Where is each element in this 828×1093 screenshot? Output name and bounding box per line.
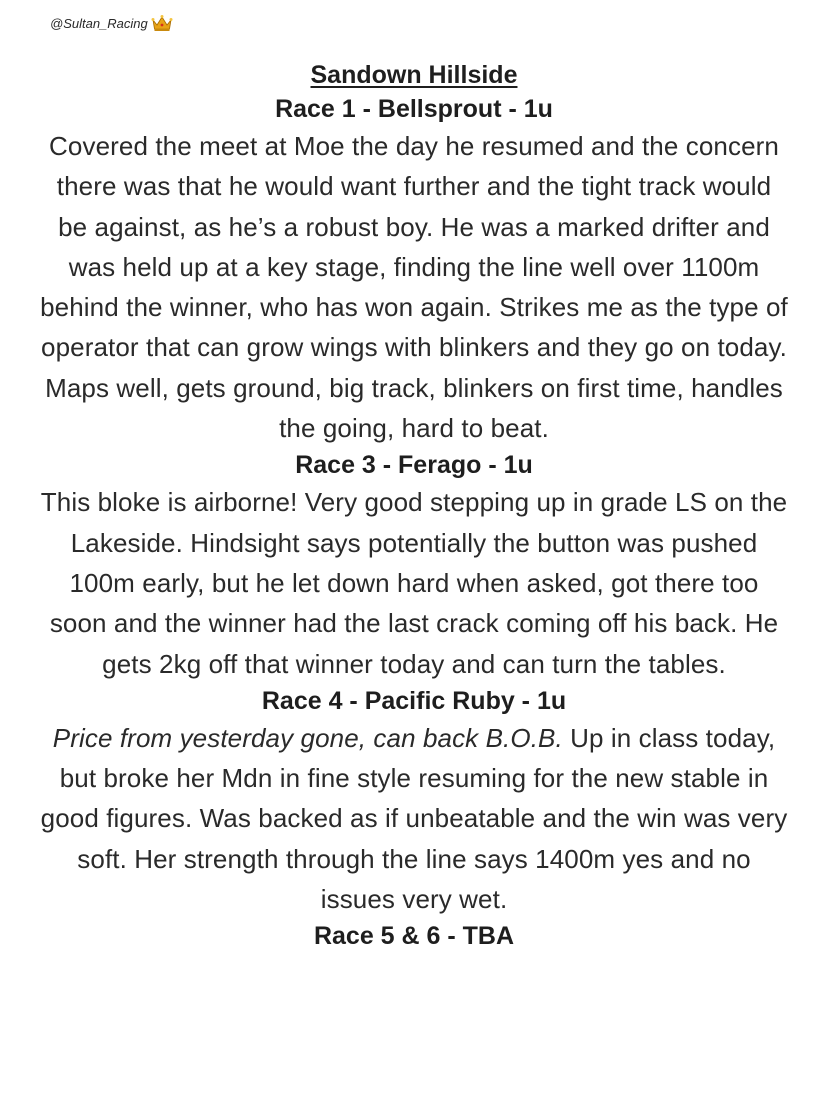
race-1-text bbox=[40, 126, 788, 448]
race-1-body: Covered the meet at Moe the day he resumed and the concern there was that he would want further and the tight track would be against, as he’s a robust boy. He was a marked drifter and was held up at a key stage, finding the line well over 1100m behind the winner, who has won again. Strikes me as the type of operator that can grow wings with blinkers and they go on today. Maps well, gets ground, big track, blinkers on first time, handles the going, hard to beat. bbox=[40, 131, 788, 444]
watermark-handle: @Sultan_Racing bbox=[50, 15, 148, 31]
race-5-6-heading: Race 5 & 6 - TBA bbox=[313, 922, 515, 951]
race-3-heading: Race 3 - Ferago - 1u bbox=[295, 451, 533, 480]
race-4-body: Up in class today, but broke her Mdn in fine style resuming for the new stable in good figures. Was backed as if unbeatable and the win was very soft. Her strength through the line says 1400m yes and no issues very wet. bbox=[40, 722, 788, 915]
race-1-heading: Race 1 - Bellsprout - 1u bbox=[275, 95, 553, 123]
venue-title: Sandown Hillside bbox=[310, 61, 518, 89]
race-4-heading: Race 4 - Pacific Ruby - 1u bbox=[261, 686, 567, 715]
race-4-text bbox=[40, 718, 788, 919]
race-3-body: This bloke is airborne! Very good stepping up in grade LS on the Lakeside. Hindsight says potentially the button was pushed 100m early, but he let down hard when asked, got there too soon and the winner had the last crack coming off his back. He gets 2kg off that winner today and can turn the tables. bbox=[40, 487, 788, 679]
race-3-text bbox=[40, 482, 788, 683]
crown-icon bbox=[151, 14, 173, 32]
document-body bbox=[40, 58, 788, 953]
watermark bbox=[50, 14, 173, 32]
race-4-italic-lead: Price from yesterday gone, can back B.O.B. bbox=[52, 722, 563, 753]
